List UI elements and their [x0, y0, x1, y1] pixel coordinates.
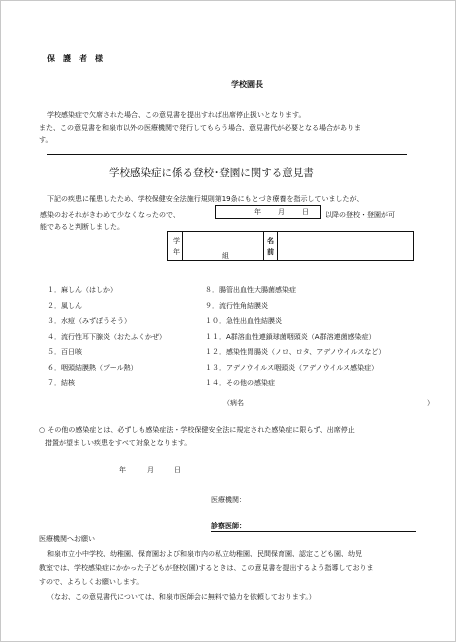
- sign-date-month: 月: [147, 466, 154, 474]
- disease-item: １１．A群溶血性連鎖球菌咽頭炎（A群溶連菌感染症）: [205, 332, 376, 341]
- student-info-table: [167, 231, 414, 261]
- notice-line-3: す。: [39, 136, 53, 144]
- date-year-label: 年: [254, 208, 261, 216]
- institution-label: 医療機関：: [211, 496, 246, 504]
- other-disease-field[interactable]: [253, 395, 423, 407]
- disease-item: ３．水痘（みずぼうそう）: [47, 317, 131, 325]
- other-note-line-1: ○ その他の感染症とは、必ずしも感染症法・学校保健安全法に規定された感染症に限らず、出席停止: [39, 426, 355, 434]
- date-day-label: 日: [302, 208, 309, 216]
- disease-item: ８．腸管出血性大腸菌感染症: [205, 286, 296, 294]
- disease-item: １．麻しん（はしか）: [47, 286, 117, 294]
- doctor-signature-line: [211, 531, 416, 532]
- date-month-label: 月: [278, 208, 285, 216]
- body-line-2-post: 以降の登校・登園が可: [325, 211, 395, 219]
- institution-field[interactable]: [255, 491, 415, 505]
- sign-date-year: 年: [119, 466, 126, 474]
- disease-item: ７．結核: [47, 379, 75, 387]
- notice-line-2: また、この意見書を和泉市以外の医療機関で発行してもらう場合、意見書代が必要となる場合がありま: [39, 124, 361, 132]
- recovery-date-field[interactable]: [215, 205, 321, 219]
- recipient: 保 護 者 様: [47, 54, 103, 63]
- sender: 学校園長: [231, 80, 263, 89]
- form-title: 学校感染症に係る登校･登園に関する意見書: [109, 167, 314, 179]
- name-field[interactable]: [278, 232, 413, 260]
- other-disease-open: （病名: [223, 399, 244, 407]
- disease-item: １０．急性出血性結膜炎: [205, 317, 282, 325]
- doctor-field[interactable]: [255, 517, 415, 529]
- request-line-4: （なお、この意見書代については、和泉市医師会に無料で協力を依頼しております。）: [47, 593, 316, 601]
- grade-field[interactable]: [183, 232, 215, 260]
- name-label: 名前: [267, 237, 274, 256]
- class-label: 組: [222, 252, 229, 260]
- disease-item: １３．アデノウイルス咽頭炎（アデノウイルス感染症）: [205, 363, 379, 372]
- grade-label: 学年: [173, 237, 180, 256]
- request-heading: 医療機関へお願い: [39, 535, 95, 543]
- doctor-label: 診察医師：: [211, 522, 246, 530]
- disease-item: ２．風しん: [47, 301, 82, 310]
- header-divider: [47, 154, 407, 155]
- notice-line-1: 学校感染症で欠席された場合、この意見書を提出すれば出席停止扱いとなります。: [47, 111, 306, 119]
- disease-item: ５．百日咳: [47, 348, 82, 356]
- class-field[interactable]: [232, 232, 262, 260]
- other-note-line-2: 措置が望ましい疾患をすべて対象となります。: [45, 439, 192, 447]
- table-divider: [263, 232, 264, 260]
- disease-item: ６．咽頭結膜熱（プール熱）: [47, 363, 138, 372]
- request-line-1: 和泉市立小中学校、幼稚園、保育園および和泉市内の私立幼稚園、民間保育園、認定こども園、幼児: [47, 550, 362, 558]
- body-line-1: 下記の疾患に罹患したため、学校保健安全法施行規則第19条にもとづき療養を指示していましたが、: [47, 195, 364, 203]
- disease-item: １２．感染性胃腸炎（ノロ、ロタ、アデノウイルスなど）: [205, 348, 386, 356]
- body-line-3: 能であると判断しました。: [40, 223, 124, 231]
- sign-date-day: 日: [174, 466, 181, 474]
- body-line-2-pre: 感染のおそれがきわめて少なくなったので、: [40, 211, 180, 219]
- disease-item: ９．流行性角結膜炎: [205, 301, 268, 310]
- disease-item: １４．その他の感染症: [205, 379, 275, 387]
- request-line-2: 教室では、学校感染症にかかった子どもが登校(園)するときは、この意見書を提出するよう指導しておりま: [39, 564, 374, 572]
- disease-list-left: [47, 286, 166, 395]
- disease-list-right: [205, 286, 385, 395]
- request-line-3: すので、よろしくお願いします。: [39, 578, 144, 586]
- other-disease-close: ）: [427, 399, 434, 407]
- disease-item: ４．流行性耳下腺炎（おたふくかぜ）: [47, 332, 166, 341]
